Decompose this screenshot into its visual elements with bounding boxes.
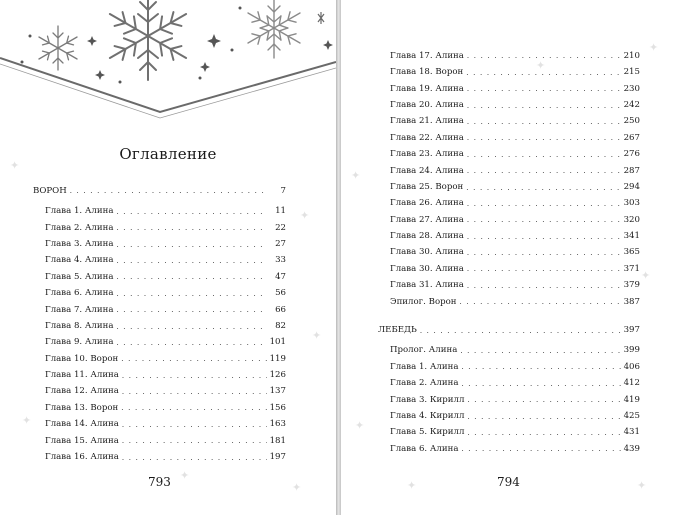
right-page <box>341 0 674 515</box>
toc-part-entry <box>33 179 286 195</box>
toc-entry-page: 47 <box>275 271 286 282</box>
toc-entry-title: Глава 3. Кирилл <box>390 394 465 405</box>
toc-entry-title: Глава 3. Алина <box>45 238 114 249</box>
toc-entry-page: 126 <box>269 370 286 381</box>
toc-entry-page: 82 <box>275 320 286 331</box>
toc-entry-page: 267 <box>623 132 640 143</box>
toc-entry-title: Эпилог. Ворон <box>390 296 457 307</box>
toc-entry-title: Глава 4. Кирилл <box>390 411 465 421</box>
dot-leader <box>467 266 621 273</box>
dot-leader <box>122 389 267 396</box>
dot-leader <box>116 340 266 347</box>
dot-leader <box>116 291 267 298</box>
toc-entry-page: 163 <box>269 419 286 430</box>
toc-entry-page: 276 <box>623 149 640 160</box>
toc-entry <box>378 241 640 257</box>
toc-entry <box>33 298 286 314</box>
toc-entry-page: 399 <box>623 345 640 356</box>
toc-entry <box>33 331 286 347</box>
snowflake-header-ornament <box>0 0 336 120</box>
dot-leader <box>122 422 267 429</box>
toc-entry-page: 119 <box>269 353 286 364</box>
page-title: Оглавление <box>119 145 217 163</box>
dot-leader <box>116 307 267 314</box>
toc-entry <box>33 249 286 265</box>
toc-entry <box>378 77 640 93</box>
toc-entry-title: Глава 8. Алина <box>45 320 114 331</box>
dot-leader <box>467 414 620 421</box>
page-number: 793 <box>148 475 171 489</box>
toc-entry <box>33 347 286 363</box>
toc-entry <box>33 314 286 330</box>
toc-entry <box>33 429 286 445</box>
toc-entry-page: 56 <box>275 288 286 299</box>
dot-leader <box>467 250 621 257</box>
toc-entry <box>378 421 640 437</box>
toc-entry-title: Глава 22. Алина <box>390 132 464 143</box>
toc-entry <box>33 380 286 396</box>
star-icon: ✦ <box>649 41 659 54</box>
toc-entry-title: Глава 17. Алина <box>390 50 464 61</box>
toc-entry <box>378 371 640 387</box>
toc-entry-page: 33 <box>275 255 286 266</box>
dot-leader <box>467 201 621 208</box>
toc-entry <box>378 224 640 240</box>
dot-leader <box>420 328 621 335</box>
toc-entry-page: 431 <box>623 427 640 438</box>
dot-leader <box>116 209 267 216</box>
snowflake-icon <box>245 0 304 58</box>
star-icon: ✦ <box>641 269 651 282</box>
toc-entry <box>33 363 286 379</box>
toc-entry <box>33 232 286 248</box>
toc-entry-page: 101 <box>269 337 286 348</box>
toc-entry <box>33 199 286 215</box>
toc-entry <box>378 404 640 420</box>
dot-leader <box>122 438 267 445</box>
toc-entry-title: Глава 1. Алина <box>45 206 114 217</box>
toc-entry-title: Глава 16. Алина <box>45 452 119 463</box>
toc-entry <box>378 339 640 355</box>
toc-entry-page: 379 <box>623 280 640 291</box>
toc-entry-title: Глава 23. Алина <box>390 149 464 160</box>
page-number: 794 <box>497 475 520 489</box>
toc-entry-page: 215 <box>623 67 640 78</box>
toc-entry <box>33 396 286 412</box>
snowflake-icon <box>36 26 79 70</box>
toc-entry-page: 230 <box>623 83 640 94</box>
star-icon: ✦ <box>407 479 417 492</box>
toc-entry <box>378 142 640 158</box>
toc-entry-page: 371 <box>623 263 640 274</box>
dot-leader <box>122 455 267 462</box>
toc-entry-title: Глава 4. Алина <box>45 255 114 266</box>
toc-entry-page: 303 <box>623 198 640 209</box>
dot-leader <box>116 225 267 232</box>
dot-leader <box>461 381 620 388</box>
dot-leader <box>461 364 620 371</box>
toc-entry <box>378 44 640 60</box>
snowflake-icon <box>105 0 191 80</box>
dot-leader <box>122 373 267 380</box>
dot-leader <box>467 283 621 290</box>
dot-leader <box>467 397 620 404</box>
star-icon: ✦ <box>292 481 302 494</box>
toc-entry-title: Глава 30. Алина <box>390 263 464 274</box>
toc-entry-page: 320 <box>623 214 640 225</box>
dot-leader <box>467 168 621 175</box>
toc-entry-title: ВОРОН <box>33 185 67 196</box>
toc-entry-title: Глава 31. Алина <box>390 280 464 291</box>
star-icon: ✦ <box>180 469 190 482</box>
toc-entry-page: 250 <box>623 116 640 127</box>
toc-entry <box>378 93 640 109</box>
toc-entry-title: Глава 2. Алина <box>390 378 459 389</box>
star-icon: ✦ <box>312 329 322 342</box>
toc-entry-page: 181 <box>269 435 286 446</box>
toc-entry-title: Глава 25. Ворон <box>390 181 464 192</box>
toc-entry-title: Глава 13. Ворон <box>45 402 119 413</box>
toc-entry-page: 397 <box>623 325 640 336</box>
star-icon: ✦ <box>300 209 310 222</box>
toc-entry <box>378 290 640 306</box>
toc-entry-title: Глава 11. Алина <box>45 370 119 381</box>
dot-leader <box>467 119 621 126</box>
toc-entry-page: 197 <box>269 452 286 463</box>
left-page <box>0 0 336 515</box>
toc-entry-page: 412 <box>623 378 640 389</box>
star-icon: ✦ <box>355 419 365 432</box>
toc-entry-page: 294 <box>623 181 640 192</box>
toc-entry <box>33 216 286 232</box>
toc-entry-title: Глава 30. Алина <box>390 247 464 258</box>
toc-entry-page: 341 <box>623 231 640 242</box>
toc-entry-title: Глава 20. Алина <box>390 99 464 110</box>
toc-entry-page: 406 <box>623 361 640 372</box>
toc-entry-title: Глава 6. Алина <box>390 443 459 454</box>
toc-entry-title: Глава 18. Ворон <box>390 67 464 78</box>
toc-entry-title: Глава 9. Алина <box>45 337 114 348</box>
toc-entry-page: 137 <box>269 386 286 397</box>
toc-entry-page: 439 <box>623 443 640 454</box>
toc-entry-title: Глава 27. Алина <box>390 214 464 225</box>
dot-leader <box>461 446 620 453</box>
dot-leader <box>467 103 621 110</box>
toc-entry-page: 27 <box>275 238 286 249</box>
toc-entry-title: Глава 14. Алина <box>45 419 119 430</box>
toc-entry <box>378 175 640 191</box>
toc-entry-page: 156 <box>269 402 286 413</box>
toc-entry <box>378 126 640 142</box>
toc-entry <box>378 257 640 273</box>
toc-entry-title: Пролог. Алина <box>390 345 458 356</box>
star-icon: ✦ <box>22 414 32 427</box>
toc-entry-title: Глава 28. Алина <box>390 231 464 242</box>
dot-leader <box>467 86 621 93</box>
toc-entry <box>33 265 286 281</box>
toc-entry <box>33 412 286 428</box>
toc-entry-title: Глава 5. Кирилл <box>390 427 465 438</box>
toc-entry <box>378 355 640 371</box>
toc-entry-title: Глава 15. Алина <box>45 435 119 446</box>
dot-leader <box>116 258 267 265</box>
dot-leader <box>121 405 266 412</box>
toc-entry-title: Глава 5. Алина <box>45 271 114 282</box>
toc-entry-title: Глава 1. Алина <box>390 361 459 372</box>
star-icon: ✦ <box>351 169 361 182</box>
toc-entry-title: Глава 26. Алина <box>390 198 464 209</box>
toc-entry <box>33 281 286 297</box>
toc-entry-page: 387 <box>623 296 640 307</box>
dot-leader <box>467 217 621 224</box>
toc-entry <box>33 445 286 461</box>
toc-entry-title: Глава 12. Алина <box>45 386 119 397</box>
toc-entry-page: 22 <box>275 222 286 233</box>
toc-entry-page: 66 <box>275 304 286 315</box>
dot-leader <box>467 430 620 437</box>
toc-entry-title: Глава 2. Алина <box>45 222 114 233</box>
toc-entry-page: 287 <box>623 165 640 176</box>
dot-leader <box>116 242 267 249</box>
toc-list-left <box>33 177 286 462</box>
toc-list-right <box>378 44 640 453</box>
toc-entry-title: Глава 10. Ворон <box>45 353 119 364</box>
toc-entry <box>378 192 640 208</box>
dot-leader <box>116 324 267 331</box>
dot-leader <box>467 152 621 159</box>
dot-leader <box>467 234 621 241</box>
toc-entry-page: 7 <box>280 185 286 196</box>
dot-leader <box>460 299 621 306</box>
dot-leader <box>70 188 267 195</box>
toc-entry-page: 210 <box>623 50 640 61</box>
dot-leader <box>466 185 620 192</box>
toc-entry-title: ЛЕБЕДЬ <box>378 325 417 336</box>
star-icon: ✦ <box>10 159 20 172</box>
toc-part-entry <box>378 318 640 334</box>
star-icon: ✦ <box>536 59 546 72</box>
toc-entry <box>378 159 640 175</box>
toc-entry <box>378 437 640 453</box>
toc-entry-title: Глава 19. Алина <box>390 83 464 94</box>
toc-entry-title: Глава 21. Алина <box>390 116 464 127</box>
toc-entry-title: Глава 7. Алина <box>45 304 114 315</box>
toc-entry <box>378 60 640 76</box>
dot-leader <box>121 356 266 363</box>
toc-entry-title: Глава 24. Алина <box>390 165 464 176</box>
toc-entry-page: 11 <box>275 206 286 217</box>
dot-leader <box>467 135 621 142</box>
toc-entry-page: 425 <box>623 411 640 421</box>
toc-entry-page: 242 <box>623 99 640 110</box>
toc-entry <box>378 208 640 224</box>
dot-leader <box>460 348 620 355</box>
toc-entry <box>378 110 640 126</box>
dot-leader <box>116 274 267 281</box>
toc-entry-page: 365 <box>623 247 640 258</box>
toc-entry <box>378 388 640 404</box>
star-icon: ✦ <box>637 479 647 492</box>
toc-entry-title: Глава 6. Алина <box>45 288 114 299</box>
toc-entry-page: 419 <box>623 394 640 405</box>
toc-entry <box>378 273 640 289</box>
